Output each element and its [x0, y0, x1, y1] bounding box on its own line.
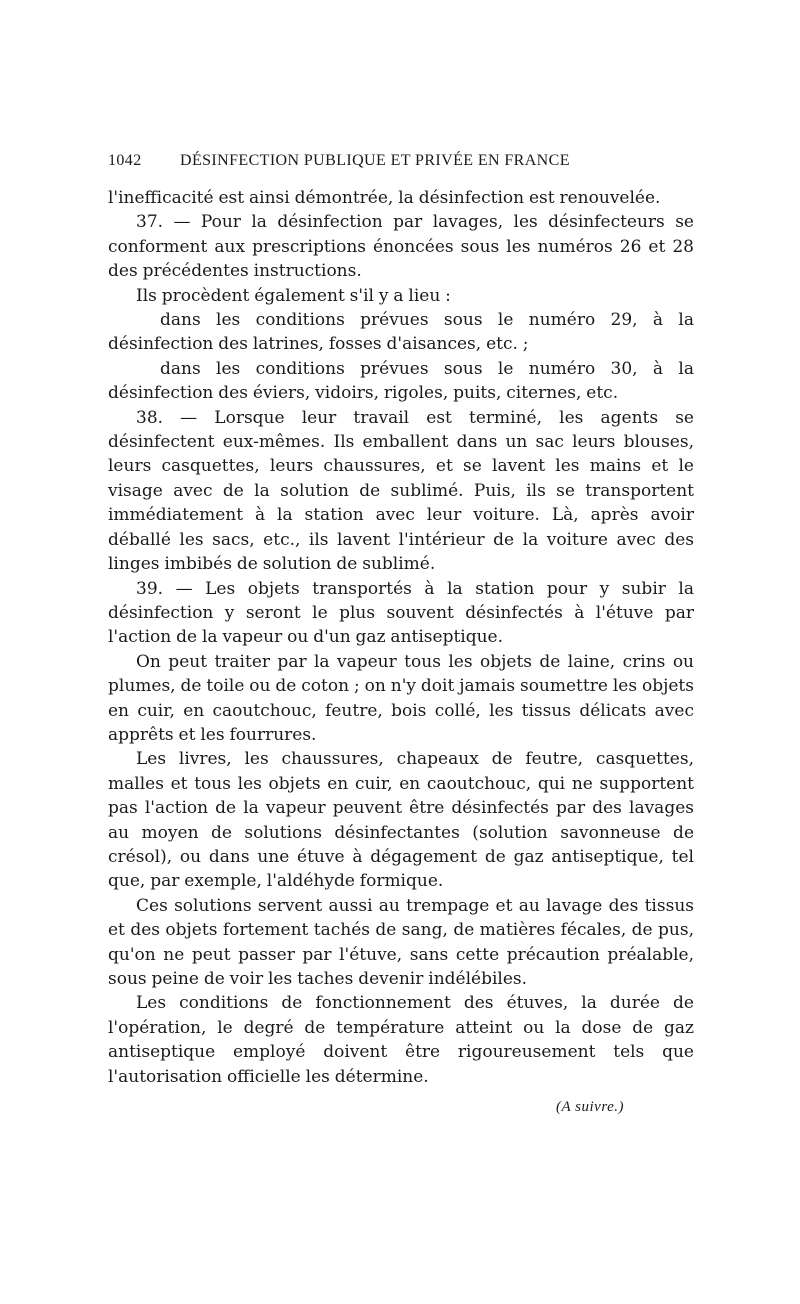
running-header — [108, 148, 694, 174]
paragraph-lieu: Ils procèdent également s'il y a lieu : — [136, 285, 451, 306]
continuation-note: (A suivre.) — [556, 1099, 624, 1116]
paragraph-38: 38. — Lorsque leur travail est terminé, les agents se désinfectent eux-mêmes. Ils emballent dans un sac leurs blouses, leurs casquettes, leurs chaussures, et se lavent les mains et le visage avec de la solution de sublimé. Puis, ils se transportent immédiatement à la station avec leur voiture. Là, après avoir déballé les sacs, etc., ils lavent l'intérieur de la voiture avec des linges imbibés de solution de sublimé. — [108, 407, 694, 575]
paragraph-vapeur: On peut traiter par la vapeur tous les objets de laine, crins ou plumes, de toile ou de coton ; on n'y doit jamais soumettre les objets en cuir, en caoutchouc, feutre, bois collé, les tissus délicats avec apprêts et les fourrures. — [108, 651, 694, 745]
paragraph-eviers: dans les conditions prévues sous le numéro 30, à la désinfection des éviers, vidoirs, rigoles, puits, citernes, etc. — [108, 358, 694, 404]
paragraph-conditions: Les conditions de fonctionnement des étuves, la durée de l'opération, le degré de température atteint ou la dose de gaz antiseptique employé doivent être rigoureusement tels que l'autorisation officielle les détermine. — [108, 993, 694, 1087]
paragraph-livres: Les livres, les chaussures, chapeaux de feutre, casquettes, malles et tous les objets en cuir, en caoutchouc, qui ne supportent pas l'action de la vapeur peuvent être désinfectés par des lavages au moyen de solutions désinfectantes (solution savonneuse de crésol), ou dans une étuve à dégagement de gaz antiseptique, tel que, par exemple, l'aldéhyde formique. — [108, 749, 694, 892]
paragraph-latrines: dans les conditions prévues sous le numéro 29, à la désinfection des latrines, fosses d'aisances, etc. ; — [108, 310, 694, 355]
paragraph-37: 37. — Pour la désinfection par lavages, les désinfecteurs se conforment aux prescriptions énoncées sous les numéros 26 et 28 des précédentes instructions. — [108, 212, 694, 282]
body-text — [108, 186, 694, 1089]
paragraph-continuation: l'inefficacité est ainsi démontrée, la désinfection est renouvelée. — [108, 188, 661, 208]
running-title: DÉSINFECTION PUBLIQUE ET PRIVÉE EN FRANCE — [180, 152, 570, 169]
document-page — [108, 148, 694, 1116]
paragraph-solutions: Ces solutions servent aussi au trempage et au lavage des tissus et des objets fortement tachés de sang, de matières fécales, de pus, qu'on ne peut passer par l'étuve, sans cette précaution préalable, sous peine de voir les taches devenir indélébiles. — [108, 895, 694, 989]
paragraph-39: 39. — Les objets transportés à la station pour y subir la désinfection y seront le plus souvent désinfectés à l'étuve par l'action de la vapeur ou d'un gaz antiseptique. — [108, 578, 694, 648]
page-number: 1042 — [108, 152, 142, 169]
